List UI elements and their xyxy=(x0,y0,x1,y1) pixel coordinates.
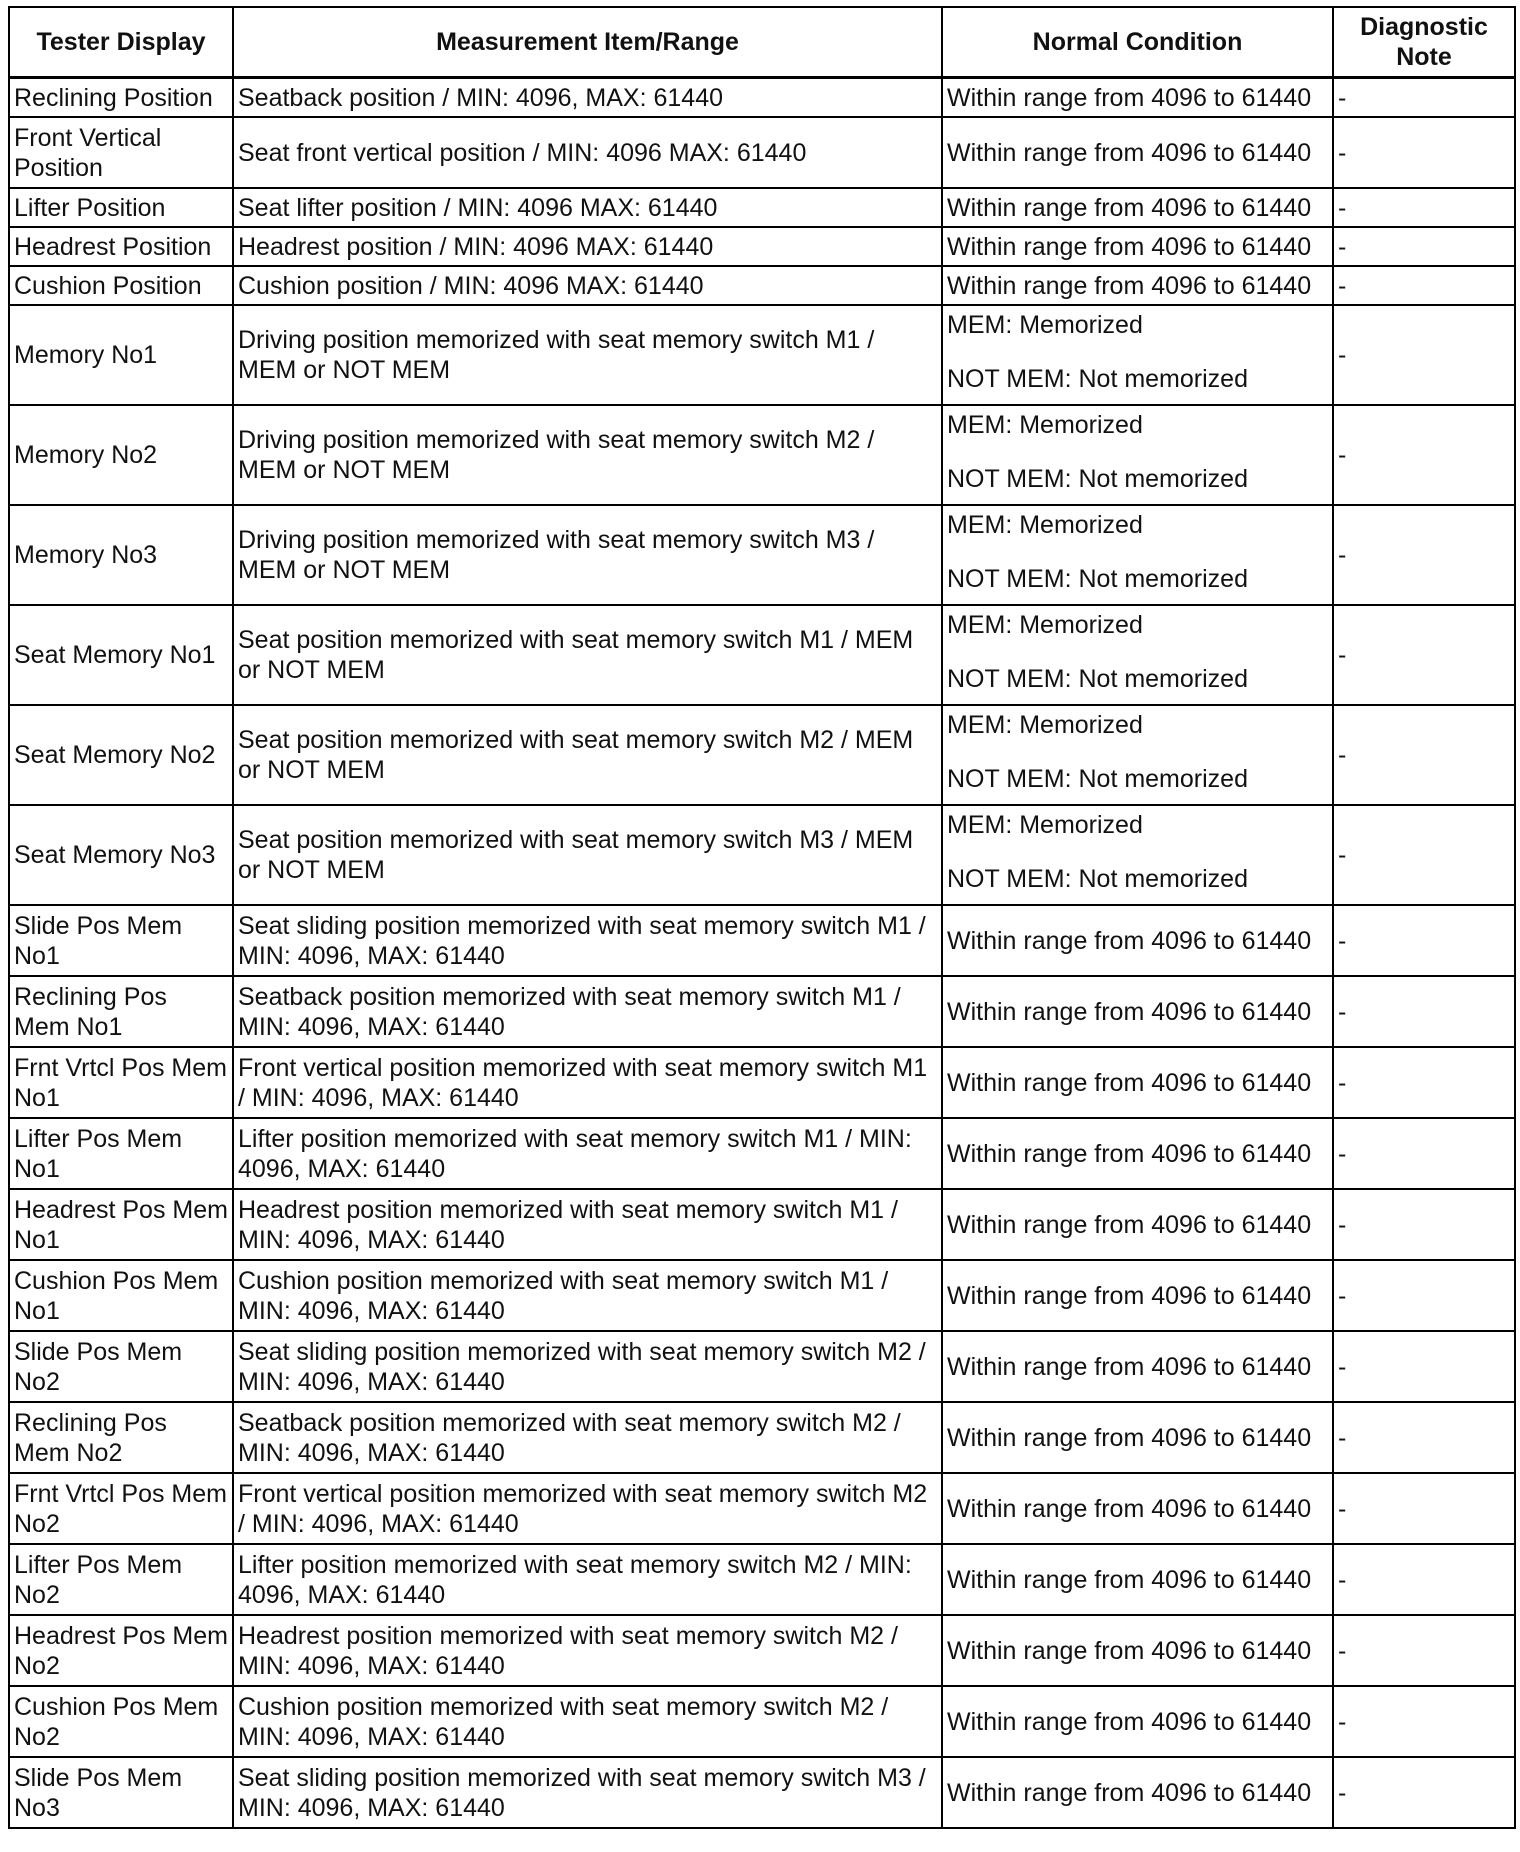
condition-line: MEM: Memorized xyxy=(947,411,1143,439)
condition-line: NOT MEM: Not memorized xyxy=(947,365,1248,393)
normal-condition-cell: Within range from 4096 to 61440 xyxy=(942,78,1333,118)
table-row xyxy=(9,1331,1515,1402)
header-tester-display: Tester Display xyxy=(9,7,233,78)
tester-display-cell: Headrest Pos Mem No2 xyxy=(9,1615,233,1686)
diagnostic-note-cell: - xyxy=(1333,1757,1515,1828)
table-row xyxy=(9,805,1515,905)
diagnostic-note-cell: - xyxy=(1333,117,1515,188)
normal-condition-cell: Within range from 4096 to 61440 xyxy=(942,1686,1333,1757)
normal-condition-cell: Within range from 4096 to 61440 xyxy=(942,1757,1333,1828)
measurement-item-cell: Seatback position / MIN: 4096, MAX: 61440 xyxy=(233,78,942,118)
normal-condition-cell: Within range from 4096 to 61440 xyxy=(942,1047,1333,1118)
diagnostic-note-cell: - xyxy=(1333,1189,1515,1260)
measurement-item-cell: Cushion position memorized with seat memory switch M2 / MIN: 4096, MAX: 61440 xyxy=(233,1686,942,1757)
condition-line: MEM: Memorized xyxy=(947,711,1143,739)
tester-display-cell: Headrest Pos Mem No1 xyxy=(9,1189,233,1260)
diagnostic-note-cell: - xyxy=(1333,976,1515,1047)
table-row xyxy=(9,705,1515,805)
tester-display-cell: Reclining Pos Mem No1 xyxy=(9,976,233,1047)
measurement-item-cell: Seat lifter position / MIN: 4096 MAX: 61440 xyxy=(233,188,942,227)
tester-display-cell: Slide Pos Mem No1 xyxy=(9,905,233,976)
diagnostic-note-cell: - xyxy=(1333,1544,1515,1615)
measurement-item-cell: Headrest position / MIN: 4096 MAX: 61440 xyxy=(233,227,942,266)
tester-display-cell: Slide Pos Mem No2 xyxy=(9,1331,233,1402)
data-monitor-table xyxy=(8,6,1516,1829)
condition-line: NOT MEM: Not memorized xyxy=(947,565,1248,593)
tester-display-cell: Memory No1 xyxy=(9,305,233,405)
tester-display-cell: Seat Memory No1 xyxy=(9,605,233,705)
tester-display-cell: Cushion Pos Mem No2 xyxy=(9,1686,233,1757)
table-row xyxy=(9,1615,1515,1686)
measurement-item-cell: Seat position memorized with seat memory switch M1 / MEM or NOT MEM xyxy=(233,605,942,705)
tester-display-cell: Lifter Pos Mem No2 xyxy=(9,1544,233,1615)
measurement-item-cell: Lifter position memorized with seat memory switch M1 / MIN: 4096, MAX: 61440 xyxy=(233,1118,942,1189)
normal-condition-cell: Within range from 4096 to 61440 xyxy=(942,1331,1333,1402)
measurement-item-cell: Driving position memorized with seat memory switch M1 / MEM or NOT MEM xyxy=(233,305,942,405)
diagnostic-note-cell: - xyxy=(1333,78,1515,118)
header-measurement-item: Measurement Item/Range xyxy=(233,7,942,78)
normal-condition-cell: Within range from 4096 to 61440 xyxy=(942,1402,1333,1473)
diagnostic-note-cell: - xyxy=(1333,905,1515,976)
measurement-item-cell: Seat position memorized with seat memory switch M2 / MEM or NOT MEM xyxy=(233,705,942,805)
normal-condition-cell: Within range from 4096 to 61440 xyxy=(942,1615,1333,1686)
diagnostic-note-cell: - xyxy=(1333,1402,1515,1473)
normal-condition-cell: Within range from 4096 to 61440 xyxy=(942,1118,1333,1189)
tester-display-cell: Memory No3 xyxy=(9,505,233,605)
table-row xyxy=(9,227,1515,266)
table-row xyxy=(9,605,1515,705)
diagnostic-note-cell: - xyxy=(1333,605,1515,705)
normal-condition-cell: Within range from 4096 to 61440 xyxy=(942,227,1333,266)
tester-display-cell: Frnt Vrtcl Pos Mem No2 xyxy=(9,1473,233,1544)
tester-display-cell: Cushion Position xyxy=(9,266,233,305)
table-row xyxy=(9,188,1515,227)
table-row xyxy=(9,405,1515,505)
normal-condition-cell xyxy=(942,605,1333,705)
tester-display-cell: Lifter Position xyxy=(9,188,233,227)
normal-condition-cell: Within range from 4096 to 61440 xyxy=(942,1260,1333,1331)
diagnostic-note-cell: - xyxy=(1333,1686,1515,1757)
normal-condition-cell xyxy=(942,705,1333,805)
normal-condition-cell: Within range from 4096 to 61440 xyxy=(942,266,1333,305)
normal-condition-cell: Within range from 4096 to 61440 xyxy=(942,1189,1333,1260)
normal-condition-cell: Within range from 4096 to 61440 xyxy=(942,117,1333,188)
diagnostic-note-cell: - xyxy=(1333,1615,1515,1686)
diagnostic-note-cell: - xyxy=(1333,1118,1515,1189)
condition-line: NOT MEM: Not memorized xyxy=(947,865,1248,893)
measurement-item-cell: Front vertical position memorized with seat memory switch M1 / MIN: 4096, MAX: 61440 xyxy=(233,1047,942,1118)
normal-condition-cell: Within range from 4096 to 61440 xyxy=(942,1473,1333,1544)
measurement-item-cell: Lifter position memorized with seat memory switch M2 / MIN: 4096, MAX: 61440 xyxy=(233,1544,942,1615)
measurement-item-cell: Cushion position / MIN: 4096 MAX: 61440 xyxy=(233,266,942,305)
normal-condition-cell xyxy=(942,505,1333,605)
diagnostic-note-cell: - xyxy=(1333,227,1515,266)
diagnostic-note-cell: - xyxy=(1333,266,1515,305)
table-row xyxy=(9,905,1515,976)
measurement-item-cell: Seat sliding position memorized with seat memory switch M1 / MIN: 4096, MAX: 61440 xyxy=(233,905,942,976)
diagnostic-note-cell: - xyxy=(1333,1047,1515,1118)
condition-line: MEM: Memorized xyxy=(947,511,1143,539)
table-row xyxy=(9,1473,1515,1544)
table-row xyxy=(9,1402,1515,1473)
table-row xyxy=(9,1189,1515,1260)
table-row xyxy=(9,78,1515,118)
diagnostic-note-cell: - xyxy=(1333,1331,1515,1402)
diagnostic-note-cell: - xyxy=(1333,1473,1515,1544)
diagnostic-note-cell: - xyxy=(1333,305,1515,405)
diagnostic-note-cell: - xyxy=(1333,405,1515,505)
diagnostic-note-cell: - xyxy=(1333,805,1515,905)
condition-line: MEM: Memorized xyxy=(947,311,1143,339)
normal-condition-cell: Within range from 4096 to 61440 xyxy=(942,188,1333,227)
measurement-item-cell: Seat sliding position memorized with seat memory switch M3 / MIN: 4096, MAX: 61440 xyxy=(233,1757,942,1828)
table-row xyxy=(9,976,1515,1047)
condition-line: MEM: Memorized xyxy=(947,611,1143,639)
measurement-item-cell: Seatback position memorized with seat memory switch M1 / MIN: 4096, MAX: 61440 xyxy=(233,976,942,1047)
normal-condition-cell: Within range from 4096 to 61440 xyxy=(942,1544,1333,1615)
diagnostic-note-cell: - xyxy=(1333,705,1515,805)
table-row xyxy=(9,1686,1515,1757)
tester-display-cell: Reclining Pos Mem No2 xyxy=(9,1402,233,1473)
tester-display-cell: Slide Pos Mem No3 xyxy=(9,1757,233,1828)
tester-display-cell: Lifter Pos Mem No1 xyxy=(9,1118,233,1189)
measurement-item-cell: Seat front vertical position / MIN: 4096 MAX: 61440 xyxy=(233,117,942,188)
header-diagnostic-note: Diagnostic Note xyxy=(1333,7,1515,78)
table-row xyxy=(9,1118,1515,1189)
normal-condition-cell xyxy=(942,405,1333,505)
diagnostic-note-cell: - xyxy=(1333,188,1515,227)
measurement-item-cell: Seat sliding position memorized with seat memory switch M2 / MIN: 4096, MAX: 61440 xyxy=(233,1331,942,1402)
condition-line: MEM: Memorized xyxy=(947,811,1143,839)
tester-display-cell: Frnt Vrtcl Pos Mem No1 xyxy=(9,1047,233,1118)
measurement-item-cell: Headrest position memorized with seat memory switch M2 / MIN: 4096, MAX: 61440 xyxy=(233,1615,942,1686)
diagnostic-note-cell: - xyxy=(1333,1260,1515,1331)
tester-display-cell: Cushion Pos Mem No1 xyxy=(9,1260,233,1331)
header-row xyxy=(9,7,1515,78)
normal-condition-cell xyxy=(942,805,1333,905)
normal-condition-cell: Within range from 4096 to 61440 xyxy=(942,976,1333,1047)
tester-display-cell: Reclining Position xyxy=(9,78,233,118)
tester-display-cell: Front Vertical Position xyxy=(9,117,233,188)
measurement-item-cell: Seat position memorized with seat memory switch M3 / MEM or NOT MEM xyxy=(233,805,942,905)
measurement-item-cell: Headrest position memorized with seat memory switch M1 / MIN: 4096, MAX: 61440 xyxy=(233,1189,942,1260)
table-row xyxy=(9,266,1515,305)
header-normal-condition: Normal Condition xyxy=(942,7,1333,78)
condition-line: NOT MEM: Not memorized xyxy=(947,465,1248,493)
tester-display-cell: Seat Memory No3 xyxy=(9,805,233,905)
tester-display-cell: Memory No2 xyxy=(9,405,233,505)
document-page xyxy=(8,6,1516,1829)
table-row xyxy=(9,1757,1515,1828)
measurement-item-cell: Cushion position memorized with seat memory switch M1 / MIN: 4096, MAX: 61440 xyxy=(233,1260,942,1331)
measurement-item-cell: Front vertical position memorized with seat memory switch M2 / MIN: 4096, MAX: 61440 xyxy=(233,1473,942,1544)
tester-display-cell: Seat Memory No2 xyxy=(9,705,233,805)
condition-line: NOT MEM: Not memorized xyxy=(947,765,1248,793)
normal-condition-cell xyxy=(942,305,1333,405)
condition-line: NOT MEM: Not memorized xyxy=(947,665,1248,693)
table-row xyxy=(9,505,1515,605)
table-row xyxy=(9,117,1515,188)
measurement-item-cell: Driving position memorized with seat memory switch M2 / MEM or NOT MEM xyxy=(233,405,942,505)
table-row xyxy=(9,1260,1515,1331)
measurement-item-cell: Driving position memorized with seat memory switch M3 / MEM or NOT MEM xyxy=(233,505,942,605)
tester-display-cell: Headrest Position xyxy=(9,227,233,266)
table-row xyxy=(9,1047,1515,1118)
normal-condition-cell: Within range from 4096 to 61440 xyxy=(942,905,1333,976)
table-row xyxy=(9,305,1515,405)
diagnostic-note-cell: - xyxy=(1333,505,1515,605)
measurement-item-cell: Seatback position memorized with seat memory switch M2 / MIN: 4096, MAX: 61440 xyxy=(233,1402,942,1473)
table-row xyxy=(9,1544,1515,1615)
